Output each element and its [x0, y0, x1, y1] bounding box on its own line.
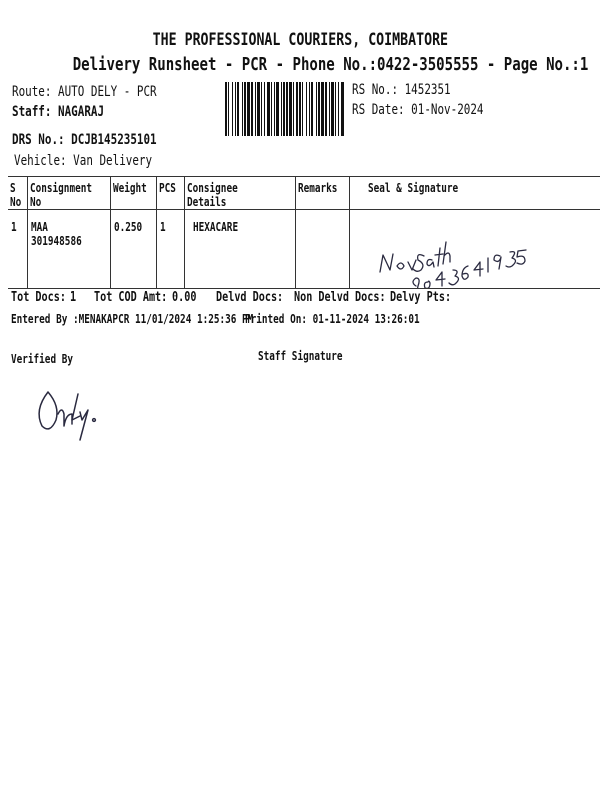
entered-by: Entered By :MENAKAPCR 11/01/2024 1:25:36 PM — [11, 312, 254, 326]
verified-by-label: Verified By — [11, 352, 73, 366]
barcode-bar — [244, 82, 246, 136]
barcode-bar — [264, 82, 265, 136]
company-title: THE PROFESSIONAL COURIERS, COIMBATORE — [152, 30, 448, 50]
col-header-weight: Weight — [110, 177, 156, 210]
barcode-bar — [247, 82, 250, 136]
barcode-image — [224, 82, 344, 136]
tot-docs-label: Tot Docs: — [11, 290, 66, 305]
barcode-bar — [306, 82, 307, 136]
staff-signature-label: Staff Signature — [258, 349, 343, 363]
barcode-bar — [283, 82, 285, 136]
table-header-row — [8, 177, 600, 210]
cell-remarks — [296, 210, 350, 289]
tot-cod-label: Tot COD Amt: — [94, 290, 168, 305]
rs-number: RS No.: 1452351 — [352, 82, 451, 98]
barcode-bar — [296, 82, 298, 136]
delvy-pts-label: Delvy Pts: — [390, 290, 452, 305]
drs-number: DRS No.: DCJB145235101 — [12, 132, 157, 148]
barcode-bar — [299, 82, 301, 136]
vehicle-label: Vehicle: Van Delivery — [14, 153, 153, 169]
barcode-bar — [329, 82, 330, 136]
barcode-bar — [281, 82, 282, 136]
table-row — [8, 210, 600, 289]
barcode-bar — [286, 82, 288, 136]
col-header-consignment: Consignment No — [28, 177, 110, 210]
cell-weight: 0.250 — [110, 210, 156, 289]
barcode-bar — [251, 82, 253, 136]
rs-date: RS Date: 01-Nov-2024 — [352, 102, 484, 118]
runsheet-title: Delivery Runsheet - PCR - Phone No.:0422-3505555 - Page No.:1 — [72, 54, 589, 75]
staff-label: Staff: NAGARAJ — [12, 104, 105, 120]
barcode-bar — [325, 82, 327, 136]
barcode-bar — [341, 82, 344, 136]
barcode-bar — [321, 82, 324, 136]
barcode-bar — [318, 82, 320, 136]
barcode-bar — [261, 82, 262, 136]
cell-sno: 1 — [8, 210, 28, 289]
barcode-bar — [331, 82, 334, 136]
barcode-bar — [311, 82, 313, 136]
tot-docs-value: 1 — [70, 290, 77, 305]
verified-signature — [30, 380, 100, 450]
barcode-bar — [274, 82, 275, 136]
barcode-bar — [335, 82, 336, 136]
barcode-bar — [271, 82, 272, 136]
barcode-bar — [225, 82, 227, 136]
barcode-bar — [289, 82, 292, 136]
cell-signature — [350, 210, 600, 289]
col-header-consignee: Consignee Details — [184, 177, 295, 210]
barcode-bar — [316, 82, 317, 136]
barcode-bar — [228, 82, 229, 136]
non-delvd-docs-label: Non Delvd Docs: — [294, 290, 386, 305]
cell-pcs: 1 — [156, 210, 184, 289]
barcode-bar — [237, 82, 239, 136]
barcode-bar — [293, 82, 294, 136]
barcode-bar — [255, 82, 256, 136]
tot-cod-value: 0.00 — [172, 290, 197, 305]
cell-consignment: MAA 301948586 — [28, 210, 110, 289]
cell-consignee: HEXACARE — [184, 210, 295, 289]
handwritten-signature — [350, 210, 600, 288]
barcode-bar — [232, 82, 233, 136]
barcode-bar — [242, 82, 243, 136]
col-header-sno: S No — [8, 177, 28, 210]
col-header-signature: Seal & Signature — [350, 177, 600, 210]
barcode-bar — [302, 82, 303, 136]
barcode-bar — [267, 82, 270, 136]
col-header-pcs: PCS — [156, 177, 184, 210]
barcode-bar — [338, 82, 339, 136]
col-header-remarks: Remarks — [296, 177, 350, 210]
printed-on: Printed On: 01-11-2024 13:26:01 — [245, 312, 420, 326]
delvd-docs-label: Delvd Docs: — [216, 290, 284, 305]
barcode-bar — [235, 82, 236, 136]
barcode-bar — [276, 82, 279, 136]
barcode-bar — [257, 82, 260, 136]
route-label: Route: AUTO DELY - PCR — [12, 84, 157, 100]
runsheet-table — [8, 176, 600, 289]
barcode-bar — [309, 82, 310, 136]
